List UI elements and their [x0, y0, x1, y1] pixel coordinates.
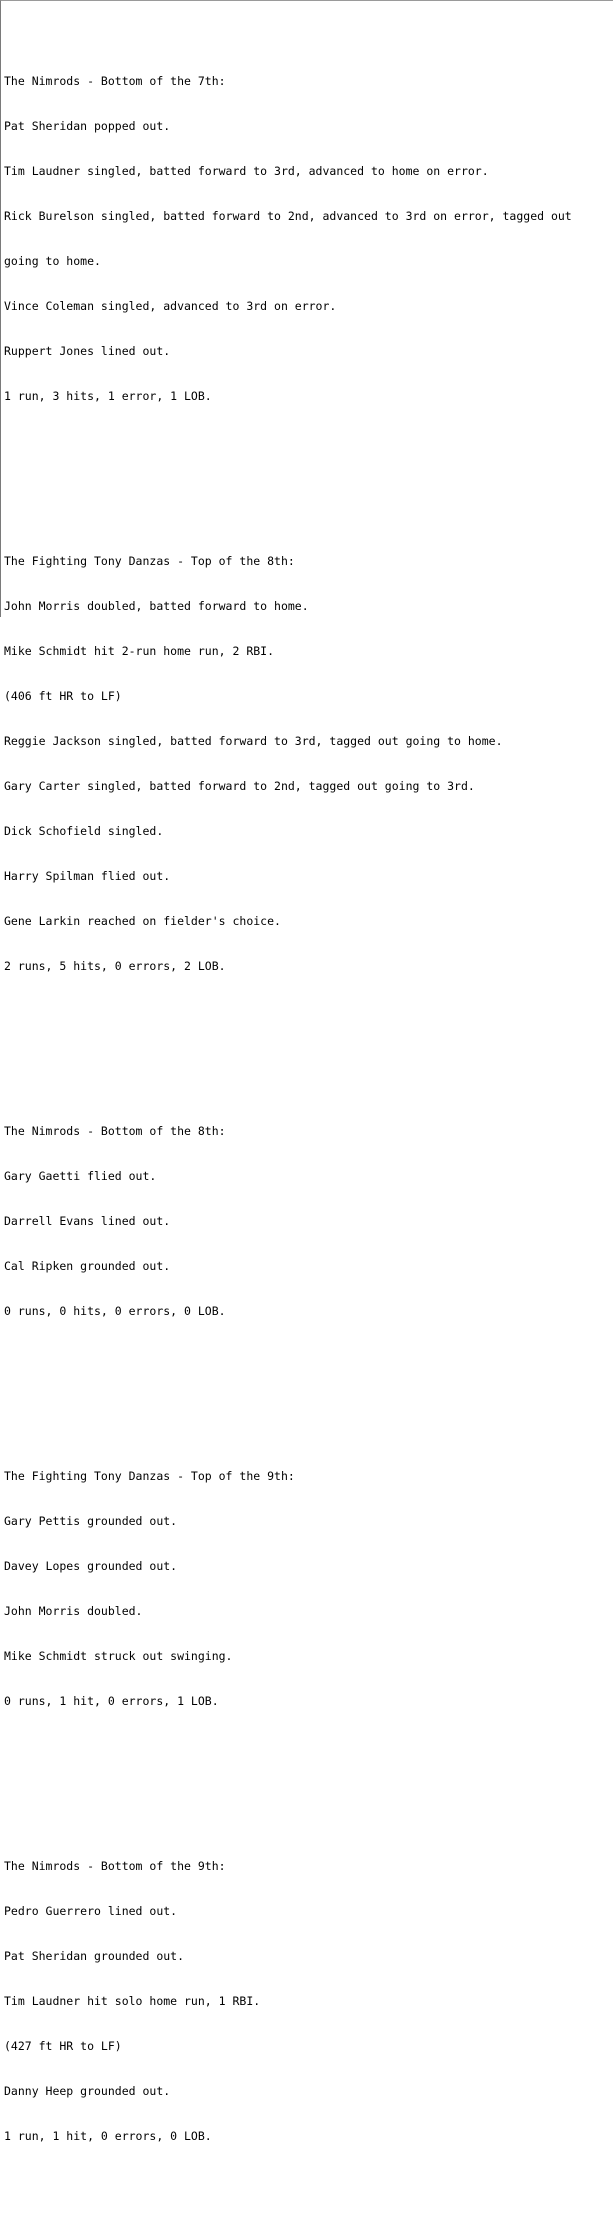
play-line: Pedro Guerrero lined out.: [4, 1904, 178, 1918]
play-line: Vince Coleman singled, advanced to 3rd on error.: [4, 299, 337, 313]
blank-line: [4, 1034, 604, 1049]
play-line: Mike Schmidt hit 2-run home run, 2 RBI.: [4, 644, 275, 658]
inning-section-bottom-9: [4, 1829, 604, 2174]
play-line: (406 ft HR to LF): [4, 689, 122, 703]
log-text: [4, 0, 604, 2219]
inning-summary: 0 runs, 1 hit, 0 errors, 1 LOB.: [4, 1694, 219, 1708]
play-line: (427 ft HR to LF): [4, 2039, 122, 2053]
play-line: Tim Laudner hit solo home run, 1 RBI.: [4, 1994, 261, 2008]
blank-line: [4, 1769, 604, 1784]
play-line: Tim Laudner singled, batted forward to 3rd, advanced to home on error.: [4, 164, 489, 178]
play-line: Pat Sheridan grounded out.: [4, 1949, 185, 1963]
inning-summary: 1 run, 1 hit, 0 errors, 0 LOB.: [4, 2129, 212, 2143]
inning-header: The Nimrods - Bottom of the 9th:: [4, 1859, 226, 1873]
inning-summary: 0 runs, 0 hits, 0 errors, 0 LOB.: [4, 1304, 226, 1318]
inning-summary: 1 run, 3 hits, 1 error, 1 LOB.: [4, 389, 212, 403]
inning-header: The Nimrods - Bottom of the 8th:: [4, 1124, 226, 1138]
play-line: John Morris doubled, batted forward to home.: [4, 599, 309, 613]
inning-header: The Fighting Tony Danzas - Top of the 9th:: [4, 1469, 295, 1483]
play-line: Cal Ripken grounded out.: [4, 1259, 171, 1273]
inning-section-top-9: [4, 1439, 604, 1739]
play-line: Darrell Evans lined out.: [4, 1214, 171, 1228]
play-line: Davey Lopes grounded out.: [4, 1559, 178, 1573]
play-line: Gary Carter singled, batted forward to 2nd, tagged out going to 3rd.: [4, 779, 475, 793]
play-line: Ruppert Jones lined out.: [4, 344, 171, 358]
play-line: Gary Gaetti flied out.: [4, 1169, 157, 1183]
play-line: Danny Heep grounded out.: [4, 2084, 171, 2098]
play-line: Gene Larkin reached on fielder's choice.: [4, 914, 281, 928]
inning-section-bottom-7: [4, 44, 604, 434]
inning-section-top-8: [4, 524, 604, 1004]
play-line: going to home.: [4, 254, 101, 268]
inning-section-bottom-8: [4, 1094, 604, 1349]
inning-header: The Fighting Tony Danzas - Top of the 8th:: [4, 554, 295, 568]
play-line: Pat Sheridan popped out.: [4, 119, 171, 133]
play-line: John Morris doubled.: [4, 1604, 143, 1618]
inning-summary: 2 runs, 5 hits, 0 errors, 2 LOB.: [4, 959, 226, 973]
play-line: Gary Pettis grounded out.: [4, 1514, 178, 1528]
blank-line: [4, 1379, 604, 1394]
play-line: Mike Schmidt struck out swinging.: [4, 1649, 233, 1663]
play-line: Dick Schofield singled.: [4, 824, 164, 838]
inning-header: The Nimrods - Bottom of the 7th:: [4, 74, 226, 88]
play-line: Harry Spilman flied out.: [4, 869, 171, 883]
blank-line: [4, 464, 604, 479]
play-line: Rick Burelson singled, batted forward to 2nd, advanced to 3rd on error, tagged out: [4, 209, 572, 223]
play-line: Reggie Jackson singled, batted forward to 3rd, tagged out going to home.: [4, 734, 503, 748]
